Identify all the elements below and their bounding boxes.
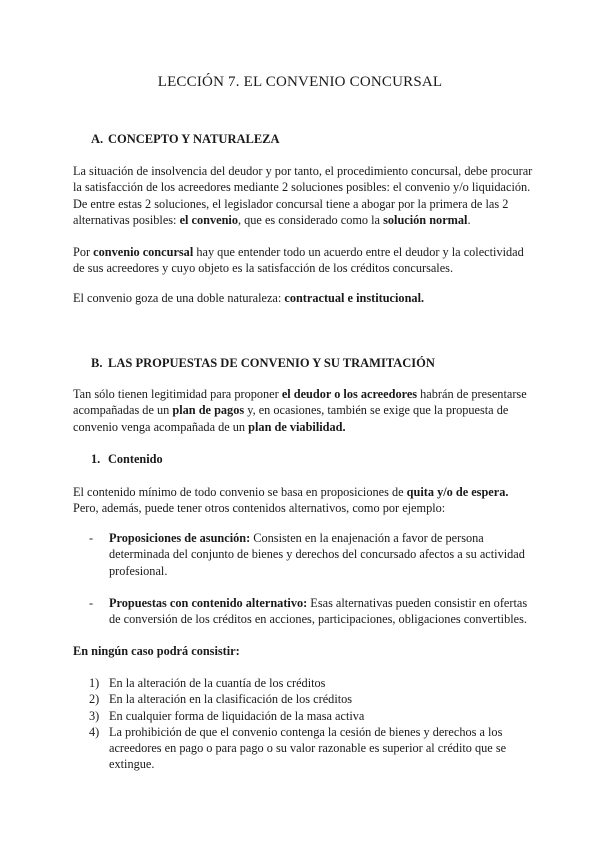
list-item [89, 724, 529, 773]
bold-text: Proposiciones de asunción: [109, 531, 251, 545]
section-a-heading-text: CONCEPTO Y NATURALEZA [108, 132, 280, 146]
text-run: y, en ocasiones, también se exige que la propuesta de [244, 403, 509, 418]
bold-text: plan de pagos [172, 403, 245, 418]
subsection-1-heading-text: Contenido [108, 452, 163, 466]
text-line: de conversión de los créditos en acciones, participaciones, obligaciones convertibles. [109, 612, 527, 627]
text-run: habrán de presentarse [417, 387, 527, 401]
section-a-paragraph-1 [73, 163, 533, 228]
bullet-dash: - [89, 596, 94, 610]
section-b-marker: B. [91, 356, 103, 370]
text-run: , que es considerado como la [237, 212, 384, 227]
text-line [73, 244, 533, 260]
text-run: convenio venga acompañada de un [73, 419, 249, 434]
bold-text: quita y/o de espera. [406, 485, 509, 499]
subsection-1-heading [91, 452, 163, 467]
bold-text: el deudor o los acreedores [281, 387, 418, 401]
text-line: acreedores en pago o para pago o su valor razonable es superior al crédito que se [109, 741, 507, 756]
text-line: Pero, además, puede tener otros contenidos alternativos, como por ejemplo: [73, 501, 446, 516]
text-line: De entre estas 2 soluciones, el legislador concursal tiene a abogar por la primera de las 2 [73, 196, 509, 211]
text-line: la satisfacción de los acreedores mediante 2 soluciones posibles: el convenio y/o liquidación. [73, 180, 531, 195]
text-run: Por [73, 245, 94, 259]
list-item [89, 691, 529, 707]
text-run: . [467, 212, 471, 227]
text-line: extingue. [109, 757, 155, 772]
text-run: alternativas posibles: [73, 212, 180, 227]
text-run: hay que entender todo un acuerdo entre el deudor y la colectividad [193, 245, 524, 259]
text-line: En cualquier forma de liquidación de la masa activa [109, 708, 365, 723]
text-line [73, 484, 533, 500]
bullet-dash: - [89, 531, 94, 545]
text-run: Tan sólo tienen legitimidad para proponer [73, 387, 282, 401]
bold-text: el convenio [179, 212, 238, 227]
text-line: En la alteración de la cuantía de los créditos [109, 676, 326, 690]
section-b-heading-text: LAS PROPUESTAS DE CONVENIO Y SU TRAMITACIÓN [108, 356, 435, 370]
text-line [73, 386, 533, 402]
list-item [89, 675, 529, 691]
text-line [73, 402, 533, 418]
bold-text: solución normal [383, 212, 468, 227]
section-a-paragraph-3 [73, 290, 533, 306]
text-run: Esas alternativas pueden consistir en ofertas [307, 596, 528, 610]
section-a-heading [91, 132, 280, 147]
bold-text: contractual e institucional. [284, 291, 425, 305]
prohibited-heading [73, 643, 533, 659]
bold-text: convenio concursal [93, 245, 194, 259]
text-line [109, 595, 529, 611]
list-number: 3) [89, 708, 100, 723]
list-item [89, 708, 529, 724]
text-line: La prohibición de que el convenio contenga la cesión de bienes y derechos a los [109, 724, 503, 739]
text-run: El convenio goza de una doble naturaleza: [73, 291, 285, 305]
text-line [73, 290, 533, 306]
list-number: 1) [89, 676, 100, 690]
bold-text: plan de viabilidad. [248, 419, 346, 434]
text-line [73, 419, 533, 435]
section-b-heading [91, 356, 435, 371]
bold-text: En ningún caso podrá consistir: [73, 644, 240, 658]
page-title: LECCIÓN 7. EL CONVENIO CONCURSAL [157, 74, 443, 90]
text-run: El contenido mínimo de todo convenio se basa en proposiciones de [73, 485, 407, 499]
text-line [73, 643, 533, 659]
section-b-paragraph-1 [73, 386, 533, 435]
list-number: 2) [89, 692, 100, 707]
text-line: de sus acreedores y cuyo objeto es la satisfacción de los créditos concursales. [73, 261, 454, 276]
text-run: acompañadas de un [73, 403, 173, 418]
text-line: En la alteración en la clasificación de los créditos [109, 692, 353, 707]
prohibited-list [89, 675, 529, 773]
text-line: determinada del conjunto de bienes y derechos del concursado afectos a su actividad [109, 547, 525, 562]
text-line [109, 530, 529, 546]
section-a-paragraph-2 [73, 244, 533, 277]
text-run: Consisten en la enajenación a favor de persona [250, 531, 484, 545]
text-line: La situación de insolvencia del deudor y por tanto, el procedimiento concursal, debe procurar [73, 164, 533, 178]
section-b-paragraph-2 [73, 484, 533, 517]
bold-text: Propuestas con contenido alternativo: [109, 596, 308, 610]
text-line: profesional. [109, 563, 168, 578]
section-a-marker: A. [91, 132, 104, 146]
subsection-1-marker: 1. [91, 452, 101, 466]
text-line [73, 212, 533, 228]
list-number: 4) [89, 724, 100, 739]
